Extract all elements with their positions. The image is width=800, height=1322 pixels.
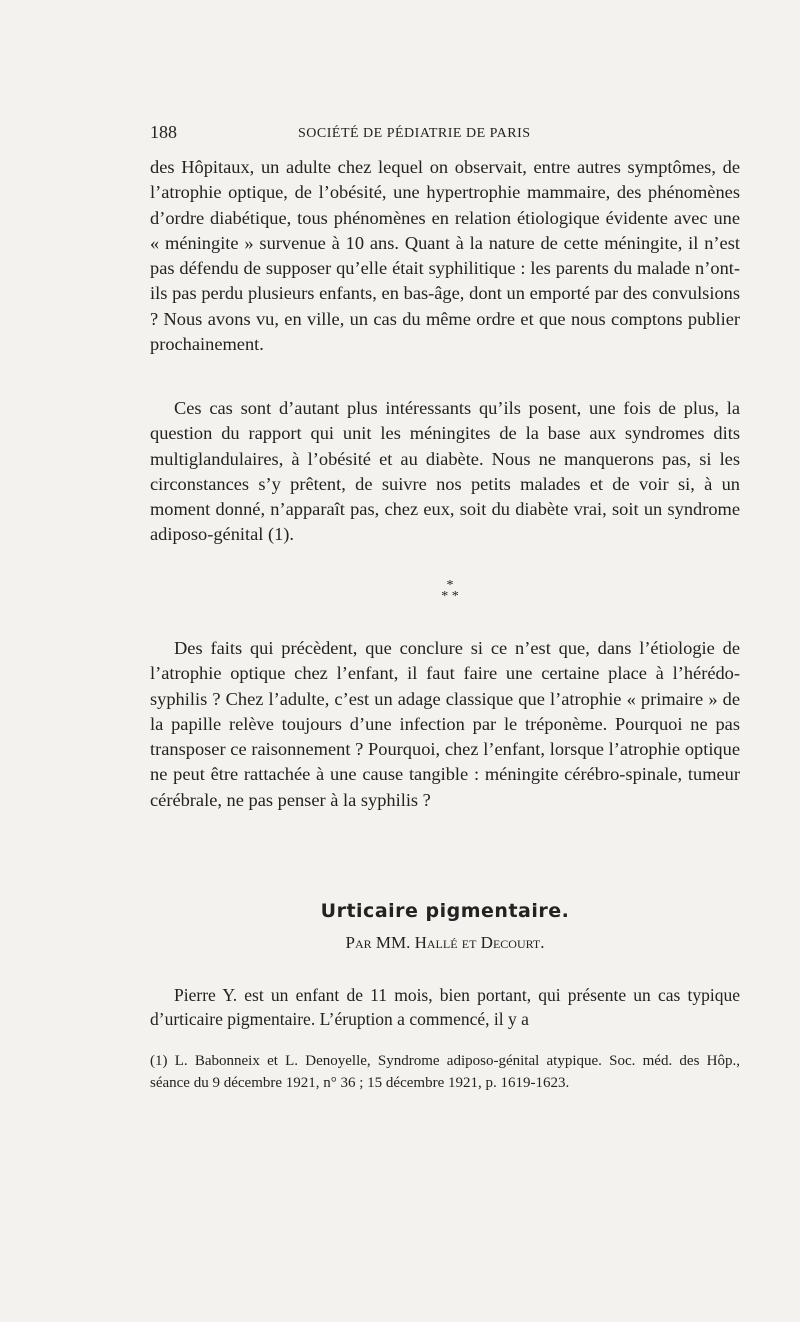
paragraph-continuation: des Hôpitaux, un adulte chez lequel on observait, entre autres symptômes, de l’atrophie optique, de l’obésité, une hypertrophie mammaire, des phénomènes d’ordre diabétique, tous phénomènes en relation étiologique évidente avec une « méningite » survenue à 10 ans. Quant à la nature de cette méningite, il n’est pas défendu de supposer qu’elle était syphilitique : les parents du malade n’ont-ils pas perdu plusieurs enfants, en bas-âge, dont un emporté par des convulsions ? Nous avons vu, en ville, un cas du même ordre et que nous comptons publier prochainement. bbox=[150, 157, 740, 355]
paragraph-cases: Ces cas sont d’autant plus intéressants qu’ils posent, une fois de plus, la question du rapport qui unit les méningites de la base aux syndromes dits multiglandulaires, à l’obésité et au diabète. Nous ne manquerons pas, si les circonstances s’y prêtent, de suivre nos petits malades et de voir si, à un moment donné, n’apparaît pas, chez eux, soit du diabète vrai, soit un syndrome adiposo-génital (1). bbox=[150, 398, 740, 545]
section-title: Urticaire pigmentaire. bbox=[320, 900, 570, 922]
footnote: (1) L. Babonneix et L. Denoyelle, Syndrome adiposo-génital atypique. Soc. méd. des Hôp., séance du 9 décembre 1921, n° 36 ; 15 décembre 1921, p. 1619-1623. bbox=[150, 1053, 740, 1091]
section-separator: * * * bbox=[441, 578, 459, 604]
section-authors: Par MM. Hallé et Decourt. bbox=[345, 933, 545, 952]
page-header bbox=[150, 122, 740, 150]
page-number: 188 bbox=[150, 122, 177, 142]
running-head: SOCIÉTÉ DE PÉDIATRIE DE PARIS bbox=[298, 126, 531, 141]
paragraph-conclusion: Des faits qui précèdent, que conclure si ce n’est que, dans l’étiologie de l’atrophie optique chez l’enfant, il faut faire une certaine place à l’hérédo-syphilis ? Chez l’adulte, c’est un adage classique que l’atrophie « primaire » de la papille relève toujours d’une infection par le tréponème. Pourquoi ne pas transposer ce raisonnement ? Pourquoi, chez l’enfant, lorsque l’atrophie optique ne peut être rattachée à une cause tangible : méningite cérébro-spinale, tumeur cérébrale, ne pas penser à la syphilis ? bbox=[150, 638, 740, 810]
paragraph-case-report: Pierre Y. est un enfant de 11 mois, bien portant, qui présente un cas typique d’urticaire pigmentaire. L’éruption a commencé, il y a bbox=[150, 985, 740, 1029]
